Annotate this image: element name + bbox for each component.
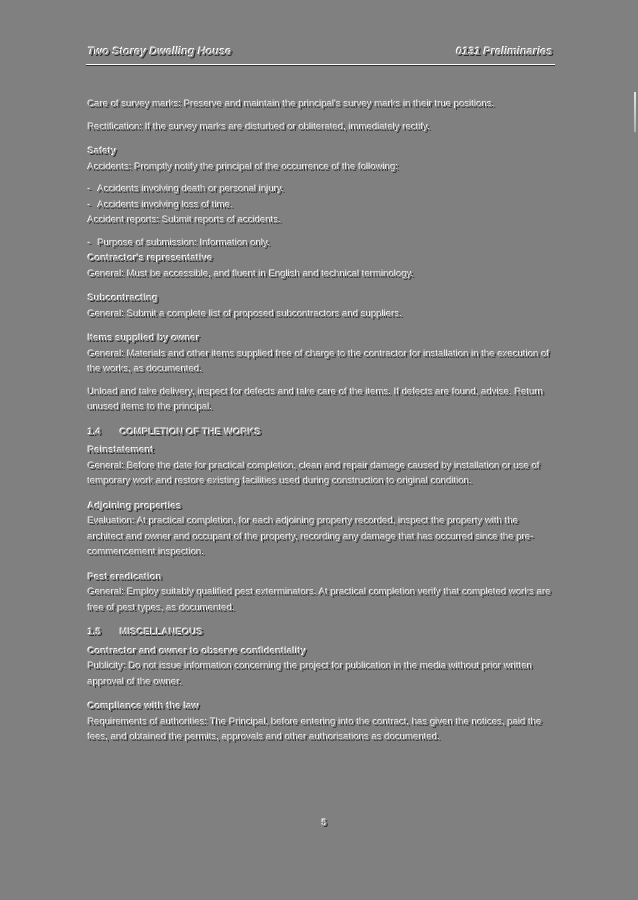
survey-marks-paragraph: Care of survey marks: Preserve and maintain the principal's survey marks in their true positions.	[88, 99, 496, 110]
safety-block	[88, 144, 556, 251]
items-supplied-heading: Items supplied by owner	[88, 333, 200, 344]
bullet-item: - Purpose of submission: Information only.	[88, 237, 271, 249]
rectification-paragraph: Rectification: If the survey marks are disturbed or obliterated, immediately rectify.	[88, 121, 431, 133]
subcontracting-text: General: Submit a complete list of proposed subcontractors and suppliers.	[88, 308, 403, 320]
subcontracting-block	[88, 291, 556, 322]
items-supplied-block	[88, 331, 556, 416]
section-heading-1-5: 1.5 MISCELLANEOUS	[88, 627, 204, 638]
compliance-text: Requirements of authorities: The Principal, before entering into the contract, has given the notices, paid the fees, and obtained the permits, approvals and other authorisations as documented.	[88, 716, 543, 743]
contractors-rep-heading: Contractor's representative	[88, 253, 213, 264]
scrollbar-edge	[634, 92, 636, 132]
accidents-text: Accidents: Promptly notify the principal of the occurrence of the following:	[88, 161, 399, 173]
reinstatement-text: General: Before the date for practical completion, clean and repair damage caused by installation or use of temporary work and restore existing facilities used during construction to original condition.	[88, 460, 541, 487]
contractors-rep-text: General: Must be accessible, and fluent in English and technical terminology.	[88, 268, 415, 280]
confidentiality-block	[88, 644, 556, 691]
page-number: 5	[322, 818, 328, 828]
adjoining-heading: Adjoining properties	[88, 500, 182, 512]
reinstatement-heading: Reinstatement	[88, 445, 155, 456]
bullet-item: - Accidents involving loss of time.	[88, 199, 234, 211]
document-body	[88, 97, 556, 755]
safety-heading: Safety	[88, 146, 117, 157]
compliance-block	[88, 699, 556, 746]
accident-reports-text: Accident reports: Submit reports of accidents.	[88, 215, 282, 226]
document-title: Two Storey Dwelling House	[88, 46, 232, 58]
confidentiality-heading: Contractor and owner to observe confidentiality	[88, 645, 307, 657]
bullet-item: - Accidents involving death or personal injury.	[88, 184, 285, 195]
section-heading-1-4: 1.4 COMPLETION OF THE WORKS	[88, 426, 262, 438]
items-unload-text: Unload and take delivery, inspect for defects and take care of the items. If defects are found, advise. Return unused items to the principal.	[88, 386, 544, 413]
page-header	[88, 46, 553, 62]
adjoining-block	[88, 499, 556, 561]
compliance-heading: Compliance with the law	[88, 701, 200, 712]
pest-block	[88, 570, 556, 617]
reinstatement-block	[88, 443, 556, 490]
items-supplied-text: General: Materials and other items supplied free of charge to the contractor for installation in the execution of the works, as documented.	[88, 348, 550, 375]
subcontracting-heading: Subcontracting	[88, 293, 159, 304]
pest-heading: Pest eradication	[88, 571, 163, 583]
contractors-rep-block	[88, 251, 556, 282]
section-title: 0131 Preliminaries	[456, 46, 553, 58]
pest-text: General: Employ suitably qualified pest exterminators. At practical completion verify that completed works are free of pest types, as documented.	[88, 587, 552, 614]
adjoining-text: Evaluation: At practical completion, for each adjoining property recorded, inspect the property with the architect and owner and occupant of the property, recording any damage that has occurred since the pre-commencement inspection.	[88, 516, 535, 558]
header-divider	[86, 64, 555, 65]
confidentiality-text: Publicity: Do not issue information concerning the project for publication in the media without prior written approval of the owner.	[88, 661, 533, 688]
